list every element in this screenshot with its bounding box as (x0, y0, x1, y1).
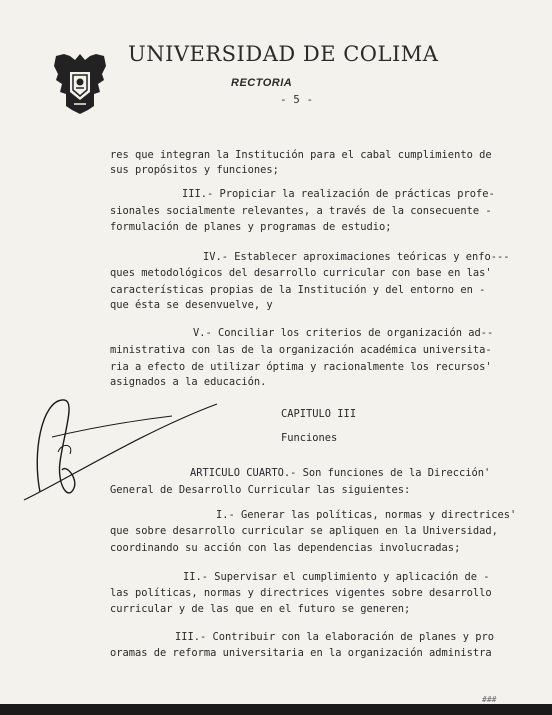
chapter-heading: CAPITULO III (281, 408, 357, 420)
office-label: RECTORIA (231, 77, 293, 89)
text-line: formulación de planes y programas de estudio; (110, 221, 392, 233)
scan-edge-band (0, 704, 552, 715)
university-eagle-crest-icon (52, 48, 108, 116)
text-line: res que integran la Institución para el cabal cumplimiento de (110, 149, 492, 161)
text-line: las políticas, normas y directrices vigentes sobre desarrollo (110, 587, 492, 599)
text-line: ques metodológicos del desarrollo curricular con base en las' (110, 267, 492, 279)
text-line: III.- Propiciar la realización de prácticas profe- (182, 188, 495, 200)
text-line: General de Desarrollo Curricular las siguientes: (110, 484, 411, 496)
text-line: I.- Generar las políticas, normas y directrices' (216, 509, 517, 521)
text-line: ria a efecto de utilizar óptima y racionalmente los recursos' (110, 361, 492, 373)
text-line: características propias de la Institución y del entorno en - (110, 284, 486, 296)
text-line: coordinando su acción con las dependencias involucradas; (110, 542, 461, 554)
university-title: UNIVERSIDAD DE COLIMA (128, 42, 439, 66)
text-line: IV.- Establecer aproximaciones teóricas y enfo--- (203, 251, 510, 263)
footer-mark: ### (482, 695, 497, 704)
text-line: sus propósitos y funciones; (110, 164, 279, 176)
text-line: III.- Contribuir con la elaboración de planes y pro (175, 631, 495, 643)
text-line: II.- Supervisar el cumplimiento y aplicación de - (183, 571, 490, 583)
text-line: que ésta se desenvuelve, y (110, 299, 273, 311)
page-number: - 5 - (280, 93, 314, 106)
chapter-title: Funciones (281, 432, 338, 444)
text-line: oramas de reforma universitaria en la organización administra (110, 647, 492, 659)
text-line: sionales socialmente relevantes, a través de la consecuente - (110, 205, 492, 217)
text-line: ARTICULO CUARTO.- Son funciones de la Dirección' (190, 467, 491, 479)
text-line: ministrativa con las de la organización académica universita- (110, 344, 492, 356)
text-line: curricular y de las que en el futuro se generen; (110, 603, 411, 615)
text-line: V.- Conciliar los criterios de organización ad-- (193, 327, 494, 339)
text-line: que sobre desarrollo curricular se apliquen en la Universidad, (110, 525, 498, 537)
handwritten-signature (22, 392, 222, 512)
text-line: asignados a la educación. (110, 376, 267, 388)
